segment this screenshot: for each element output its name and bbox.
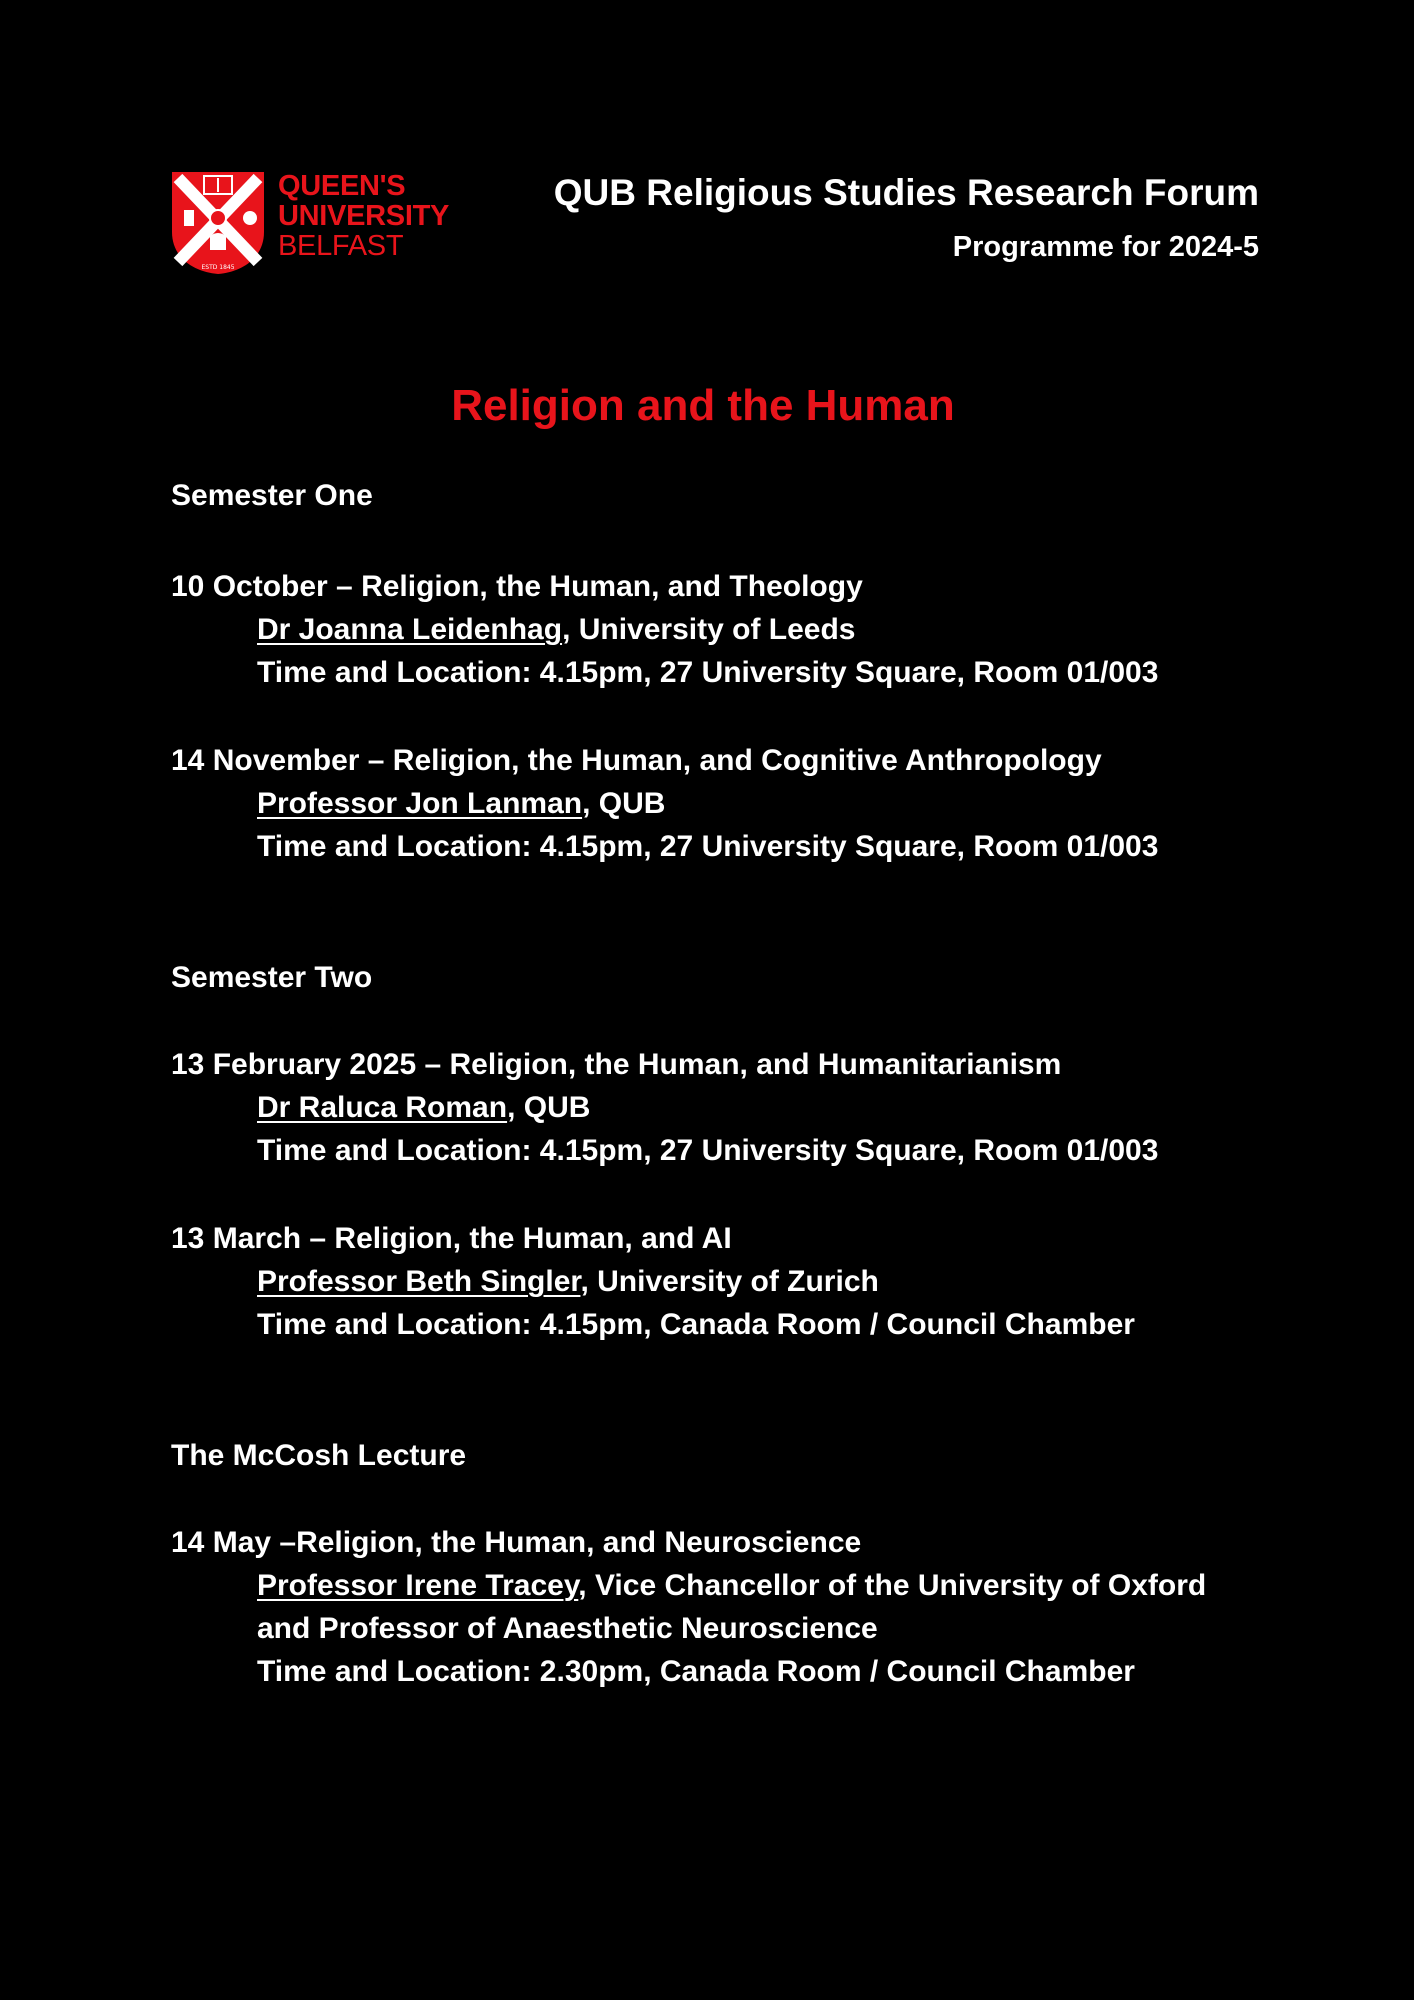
event-speaker-line: [257, 1568, 1206, 1604]
event-title: 14 November – Religion, the Human, and Cognitive Anthropology: [171, 744, 1102, 777]
section-heading-mccosh-lecture: The McCosh Lecture: [171, 1439, 467, 1472]
speaker-affiliation: , University of Leeds: [562, 613, 856, 646]
event-speaker-line: [257, 786, 665, 822]
logo-wordmark: [278, 172, 449, 262]
logo-line-3: BELFAST: [278, 230, 404, 262]
logo-line-2: UNIVERSITY: [278, 200, 450, 232]
programme-subtitle: Programme for 2024-5: [952, 231, 1259, 263]
event-speaker-line: [257, 612, 856, 648]
speaker-affiliation: , University of Zurich: [580, 1265, 879, 1298]
event-speaker-line: [257, 1264, 879, 1300]
crest-icon: [170, 170, 266, 276]
event-title: 13 February 2025 – Religion, the Human, and Humanitarianism: [171, 1048, 1062, 1081]
event-title: 13 March – Religion, the Human, and AI: [171, 1222, 732, 1255]
crest-text: ESTD 1845: [201, 264, 235, 271]
speaker-link[interactable]: Dr Joanna Leidenhag: [257, 613, 563, 646]
event-time-location: Time and Location: 4.15pm, 27 University Square, Room 01/003: [257, 830, 1159, 863]
logo-line-1: QUEEN'S: [278, 170, 406, 202]
event-time-location: Time and Location: 2.30pm, Canada Room / Council Chamber: [257, 1655, 1135, 1688]
event-time-location: Time and Location: 4.15pm, 27 University Square, Room 01/003: [257, 1134, 1159, 1167]
speaker-affiliation: , Vice Chancellor of the University of Oxford: [578, 1569, 1207, 1602]
event-title: 10 October – Religion, the Human, and Theology: [171, 570, 863, 603]
speaker-link[interactable]: Professor Irene Tracey: [257, 1569, 579, 1602]
speaker-link[interactable]: Dr Raluca Roman: [257, 1091, 508, 1124]
event-time-location: Time and Location: 4.15pm, 27 University Square, Room 01/003: [257, 656, 1159, 689]
main-title-text: Religion and the Human: [451, 381, 955, 430]
speaker-affiliation: , QUB: [507, 1091, 591, 1124]
speaker-link[interactable]: Professor Beth Singler: [257, 1265, 581, 1298]
event-title: 14 May –Religion, the Human, and Neuroscience: [171, 1526, 862, 1559]
event-time-location: Time and Location: 4.15pm, Canada Room / Council Chamber: [257, 1308, 1135, 1341]
section-heading-semester-two: Semester Two: [171, 961, 373, 994]
event-speaker-line: [257, 1090, 590, 1126]
university-logo: [170, 170, 470, 278]
main-title: [0, 381, 1414, 431]
section-heading-semester-one: Semester One: [171, 479, 373, 512]
speaker-affiliation: , QUB: [582, 787, 666, 820]
speaker-link[interactable]: Professor Jon Lanman: [257, 787, 583, 820]
speaker-affiliation-continued: and Professor of Anaesthetic Neuroscience: [257, 1612, 878, 1645]
forum-title: QUB Religious Studies Research Forum: [553, 172, 1259, 213]
